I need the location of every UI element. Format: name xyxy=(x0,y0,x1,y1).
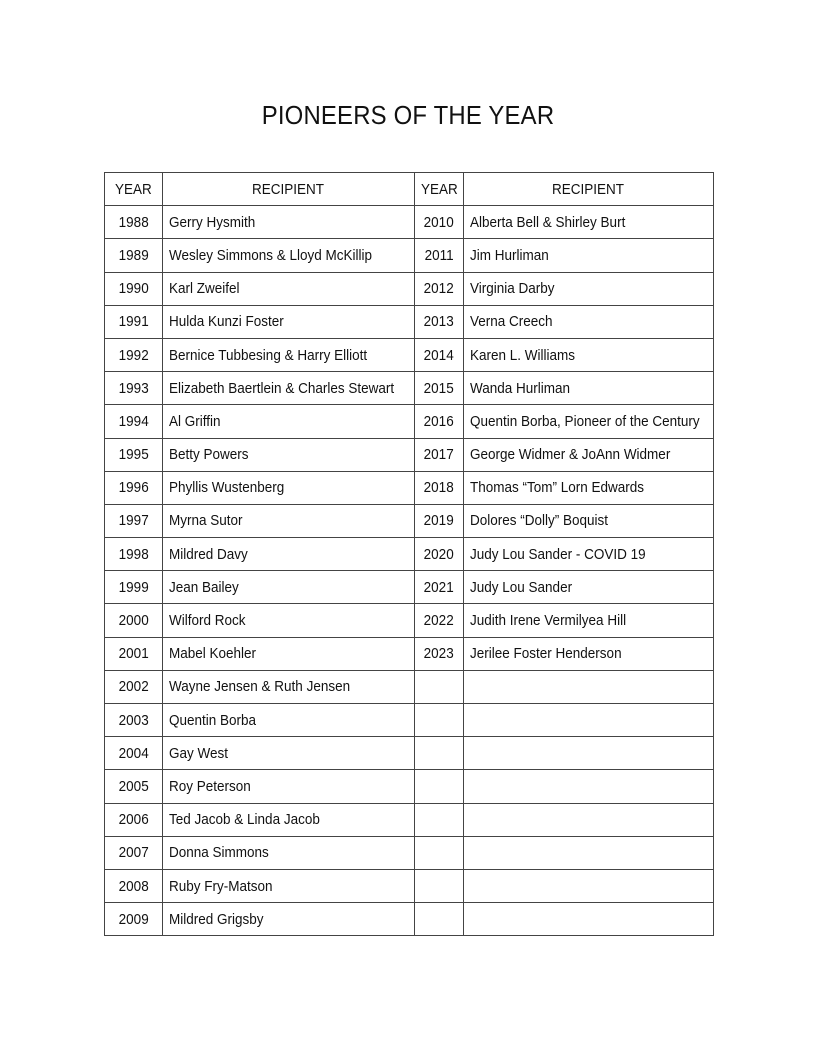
recipient-right-cell xyxy=(464,239,714,272)
recipient-right-cell-text: Verna Creech xyxy=(470,313,553,331)
year-left-cell-text: 1999 xyxy=(118,578,149,596)
recipient-right-cell-text: Judith Irene Vermilyea Hill xyxy=(470,612,627,630)
header-year-right-label: YEAR xyxy=(420,180,458,198)
year-right-cell xyxy=(415,803,464,836)
recipient-right-cell xyxy=(464,471,714,504)
recipient-left-cell xyxy=(163,239,415,272)
recipient-left-cell xyxy=(163,338,415,371)
year-left-cell-text: 1997 xyxy=(118,512,149,530)
year-left-cell-text: 1989 xyxy=(118,246,149,264)
recipient-left-cell-text: Jean Bailey xyxy=(169,578,239,596)
table-row xyxy=(105,704,714,737)
year-right-cell-text: 2020 xyxy=(423,545,455,563)
page-title: PIONEERS OF THE YEAR xyxy=(261,100,555,130)
year-left-cell xyxy=(105,571,163,604)
table-row xyxy=(105,338,714,371)
table-row xyxy=(105,803,714,836)
year-right-cell-text: 2018 xyxy=(423,479,455,497)
year-left-cell xyxy=(105,637,163,670)
table-row xyxy=(105,272,714,305)
recipient-left-cell-text: Quentin Borba xyxy=(169,711,257,729)
year-right-cell xyxy=(415,504,464,537)
recipient-left-cell-text: Mabel Koehler xyxy=(169,645,257,663)
year-left-cell xyxy=(105,272,163,305)
recipient-right-cell xyxy=(464,272,714,305)
recipient-left-cell xyxy=(163,670,415,703)
year-left-cell-text: 2008 xyxy=(118,877,149,895)
year-left-cell-text: 2007 xyxy=(118,844,149,862)
year-left-cell-text: 2001 xyxy=(118,645,149,663)
year-left-cell xyxy=(105,737,163,770)
year-left-cell xyxy=(105,405,163,438)
recipient-right-cell xyxy=(464,803,714,836)
year-left-cell-text: 1994 xyxy=(118,412,149,430)
table-row xyxy=(105,571,714,604)
year-right-cell xyxy=(415,438,464,471)
recipient-right-cell xyxy=(464,903,714,936)
year-right-cell-text: 2016 xyxy=(423,412,455,430)
recipient-left-cell xyxy=(163,405,415,438)
year-right-cell-text: 2013 xyxy=(423,313,455,331)
recipient-left-cell-text: Mildred Davy xyxy=(169,545,248,563)
recipient-left-cell xyxy=(163,471,415,504)
recipient-right-cell-text: Jerilee Foster Henderson xyxy=(470,645,622,663)
year-right-cell-text: 2021 xyxy=(423,578,455,596)
recipient-left-cell xyxy=(163,206,415,239)
table-row xyxy=(105,438,714,471)
recipient-left-cell xyxy=(163,637,415,670)
recipient-right-cell-text: Quentin Borba, Pioneer of the Century xyxy=(470,412,700,430)
header-year-left xyxy=(105,173,163,206)
recipient-right-cell-text: Alberta Bell & Shirley Burt xyxy=(470,213,626,231)
recipient-right-cell-text: George Widmer & JoAnn Widmer xyxy=(470,446,671,464)
recipient-right-cell xyxy=(464,869,714,902)
year-right-cell xyxy=(415,305,464,338)
year-left-cell-text: 1996 xyxy=(118,479,149,497)
recipient-left-cell xyxy=(163,803,415,836)
year-right-cell xyxy=(415,836,464,869)
year-left-cell xyxy=(105,239,163,272)
recipient-left-cell-text: Gay West xyxy=(169,744,229,762)
year-left-cell xyxy=(105,836,163,869)
recipient-left-cell xyxy=(163,538,415,571)
recipient-right-cell xyxy=(464,604,714,637)
pioneers-table xyxy=(104,172,714,936)
year-left-cell xyxy=(105,803,163,836)
recipient-left-cell xyxy=(163,604,415,637)
year-right-cell-text: 2019 xyxy=(423,512,455,530)
recipient-right-cell xyxy=(464,372,714,405)
recipient-left-cell-text: Myrna Sutor xyxy=(169,512,243,530)
recipient-left-cell-text: Wilford Rock xyxy=(169,612,246,630)
recipient-left-cell xyxy=(163,737,415,770)
year-left-cell xyxy=(105,869,163,902)
recipient-left-cell-text: Karl Zweifel xyxy=(169,280,240,298)
recipient-left-cell-text: Roy Peterson xyxy=(169,777,251,795)
pioneers-table-container xyxy=(104,172,713,936)
year-left-cell xyxy=(105,305,163,338)
recipient-right-cell xyxy=(464,670,714,703)
table-row xyxy=(105,305,714,338)
header-year-right xyxy=(415,173,464,206)
year-right-cell-text: 2010 xyxy=(423,213,455,231)
year-left-cell xyxy=(105,903,163,936)
recipient-left-cell-text: Bernice Tubbesing & Harry Elliott xyxy=(169,346,368,364)
recipient-right-cell-text: Wanda Hurliman xyxy=(470,379,571,397)
recipient-left-cell-text: Ruby Fry-Matson xyxy=(169,877,273,895)
year-left-cell-text: 1998 xyxy=(118,545,149,563)
table-row xyxy=(105,405,714,438)
year-right-cell xyxy=(415,338,464,371)
table-header-row xyxy=(105,173,714,206)
year-left-cell xyxy=(105,704,163,737)
table-row xyxy=(105,903,714,936)
year-left-cell xyxy=(105,471,163,504)
recipient-left-cell-text: Donna Simmons xyxy=(169,844,269,862)
table-row xyxy=(105,637,714,670)
year-right-cell xyxy=(415,372,464,405)
recipient-left-cell-text: Al Griffin xyxy=(169,412,221,430)
recipient-right-cell xyxy=(464,405,714,438)
recipient-left-cell-text: Ted Jacob & Linda Jacob xyxy=(169,811,320,829)
year-right-cell xyxy=(415,704,464,737)
year-right-cell xyxy=(415,869,464,902)
year-right-cell-text: 2012 xyxy=(423,280,455,298)
year-right-cell-text: 2015 xyxy=(423,379,455,397)
recipient-right-cell xyxy=(464,737,714,770)
year-right-cell xyxy=(415,637,464,670)
year-right-cell xyxy=(415,770,464,803)
header-recipient-right-label: RECIPIENT xyxy=(552,180,625,198)
recipient-right-cell xyxy=(464,338,714,371)
year-right-cell xyxy=(415,571,464,604)
year-left-cell xyxy=(105,372,163,405)
recipient-left-cell-text: Elizabeth Baertlein & Charles Stewart xyxy=(169,379,395,397)
year-right-cell xyxy=(415,405,464,438)
recipient-right-cell-text: Dolores “Dolly” Boquist xyxy=(470,512,609,530)
recipient-left-cell xyxy=(163,903,415,936)
recipient-right-cell xyxy=(464,538,714,571)
recipient-right-cell xyxy=(464,637,714,670)
recipient-left-cell-text: Wayne Jensen & Ruth Jensen xyxy=(169,678,351,696)
recipient-left-cell-text: Betty Powers xyxy=(169,446,249,464)
table-row xyxy=(105,670,714,703)
year-right-cell-text: 2014 xyxy=(423,346,455,364)
recipient-right-cell xyxy=(464,504,714,537)
year-right-cell xyxy=(415,239,464,272)
table-row xyxy=(105,836,714,869)
year-left-cell-text: 1992 xyxy=(118,346,149,364)
year-left-cell xyxy=(105,438,163,471)
year-right-cell xyxy=(415,471,464,504)
year-left-cell-text: 2006 xyxy=(118,811,149,829)
recipient-left-cell xyxy=(163,869,415,902)
year-left-cell-text: 2004 xyxy=(118,744,149,762)
year-right-cell-text: 2022 xyxy=(423,612,455,630)
recipient-right-cell xyxy=(464,438,714,471)
recipient-right-cell xyxy=(464,836,714,869)
recipient-left-cell xyxy=(163,438,415,471)
recipient-right-cell xyxy=(464,305,714,338)
table-row xyxy=(105,869,714,902)
year-left-cell xyxy=(105,504,163,537)
table-row xyxy=(105,372,714,405)
year-left-cell xyxy=(105,338,163,371)
year-right-cell-text: 2011 xyxy=(424,246,454,264)
recipient-right-cell-text: Karen L. Williams xyxy=(470,346,576,364)
year-left-cell-text: 1991 xyxy=(118,313,149,331)
recipient-right-cell-text: Jim Hurliman xyxy=(470,246,549,264)
recipient-left-cell xyxy=(163,704,415,737)
recipient-left-cell xyxy=(163,571,415,604)
header-recipient-left-label: RECIPIENT xyxy=(252,180,325,198)
year-left-cell-text: 2002 xyxy=(118,678,149,696)
recipient-left-cell xyxy=(163,272,415,305)
year-left-cell-text: 2000 xyxy=(118,612,149,630)
year-left-cell-text: 2005 xyxy=(118,777,149,795)
recipient-left-cell-text: Wesley Simmons & Lloyd McKillip xyxy=(169,246,373,264)
recipient-right-cell-text: Judy Lou Sander - COVID 19 xyxy=(470,545,646,563)
header-recipient-right xyxy=(464,173,714,206)
year-left-cell-text: 2003 xyxy=(118,711,149,729)
recipient-left-cell-text: Phyllis Wustenberg xyxy=(169,479,285,497)
recipient-right-cell xyxy=(464,571,714,604)
year-left-cell-text: 1990 xyxy=(118,280,149,298)
header-year-left-label: YEAR xyxy=(115,180,152,198)
year-left-cell xyxy=(105,604,163,637)
year-right-cell xyxy=(415,903,464,936)
table-row xyxy=(105,504,714,537)
year-right-cell xyxy=(415,272,464,305)
year-left-cell-text: 1993 xyxy=(118,379,149,397)
table-row xyxy=(105,239,714,272)
year-right-cell xyxy=(415,206,464,239)
year-left-cell-text: 1995 xyxy=(118,446,149,464)
year-right-cell xyxy=(415,737,464,770)
table-row xyxy=(105,604,714,637)
recipient-left-cell xyxy=(163,305,415,338)
recipient-left-cell-text: Mildred Grigsby xyxy=(169,910,264,928)
table-row xyxy=(105,770,714,803)
recipient-right-cell xyxy=(464,704,714,737)
year-right-cell xyxy=(415,670,464,703)
year-right-cell xyxy=(415,604,464,637)
year-right-cell-text: 2023 xyxy=(423,645,455,663)
recipient-left-cell xyxy=(163,372,415,405)
table-row xyxy=(105,737,714,770)
recipient-right-cell xyxy=(464,206,714,239)
table-row xyxy=(105,206,714,239)
table-row xyxy=(105,471,714,504)
year-left-cell xyxy=(105,670,163,703)
recipient-right-cell-text: Virginia Darby xyxy=(470,280,555,298)
table-row xyxy=(105,538,714,571)
recipient-left-cell xyxy=(163,770,415,803)
recipient-right-cell-text: Thomas “Tom” Lorn Edwards xyxy=(470,479,645,497)
table-body xyxy=(105,206,714,936)
recipient-right-cell xyxy=(464,770,714,803)
recipient-left-cell xyxy=(163,836,415,869)
recipient-right-cell-text: Judy Lou Sander xyxy=(470,578,573,596)
recipient-left-cell xyxy=(163,504,415,537)
year-left-cell-text: 1988 xyxy=(118,213,149,231)
year-left-cell xyxy=(105,770,163,803)
year-left-cell xyxy=(105,538,163,571)
recipient-left-cell-text: Gerry Hysmith xyxy=(169,213,256,231)
year-left-cell xyxy=(105,206,163,239)
recipient-left-cell-text: Hulda Kunzi Foster xyxy=(169,313,284,331)
header-recipient-left xyxy=(163,173,415,206)
year-right-cell-text: 2017 xyxy=(423,446,455,464)
year-right-cell xyxy=(415,538,464,571)
year-left-cell-text: 2009 xyxy=(118,910,149,928)
